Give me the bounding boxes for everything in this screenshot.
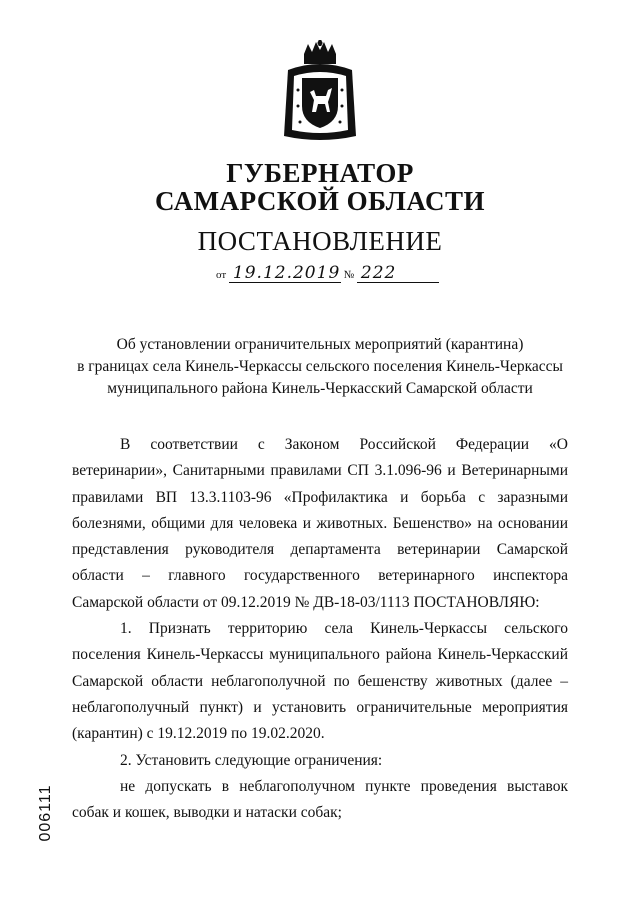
document-number: 222 [357, 264, 439, 283]
document-date: 19.12.2019 [229, 264, 341, 283]
date-label: от [216, 269, 227, 281]
coat-of-arms-samara-icon [280, 40, 360, 144]
body-paragraph-item-1: 1. Признать территорию села Кинель-Черкассы сельского поселения Кинель-Черкассы муниципального района Кинель-Черкасский Самарской области неблагополучной по бешенству животных (далее – неблагополучный пункт) и установить ограничительные мероприятия (карантин) с 19.12.2019 по 19.02.2020. [72, 620, 568, 743]
document-subject [60, 334, 580, 400]
subject-line: в границах села Кинель-Черкассы сельского поселения Кинель-Черкассы [77, 358, 563, 375]
subject-line: Об установлении ограничительных мероприятий (карантина) [116, 336, 524, 353]
body-paragraph-restriction: не допускать в неблагополучном пункте проведения выставок собак и кошек, выводки и натаски собак; [72, 777, 568, 822]
registration-stamp [36, 768, 56, 858]
body-paragraph-preamble: В соответствии с Законом Российской Федерации «О ветеринарии», Санитарными правилами СП 3.1.096-96 и Ветеринарными правилами ВП 13.3.1103-96 «Профилактика и борьба с заразными болезнями, общими для человека и животных. Бешенство» на основании представления руководителя департамента ветеринарии Самарской области – главного государственного ветеринарного инспектора Самарской области от 09.12.2019 № ДВ-18-03/1113 ПОСТАНОВЛЯЮ: [72, 436, 568, 611]
subject-line: муниципального района Кинель-Черкасский Самарской области [107, 380, 533, 397]
number-label: № [343, 269, 355, 281]
body-paragraph-item-2: 2. Установить следующие ограничения: [120, 751, 383, 769]
issuer-title-line2: САМАРСКОЙ ОБЛАСТИ [154, 186, 486, 216]
issuer-title-line1: ГУБЕРНАТОР [226, 158, 414, 188]
document-meta [216, 264, 439, 283]
document-type: ПОСТАНОВЛЕНИЕ [197, 226, 443, 256]
registration-code: 006111 [37, 784, 54, 842]
document-body [72, 432, 568, 826]
